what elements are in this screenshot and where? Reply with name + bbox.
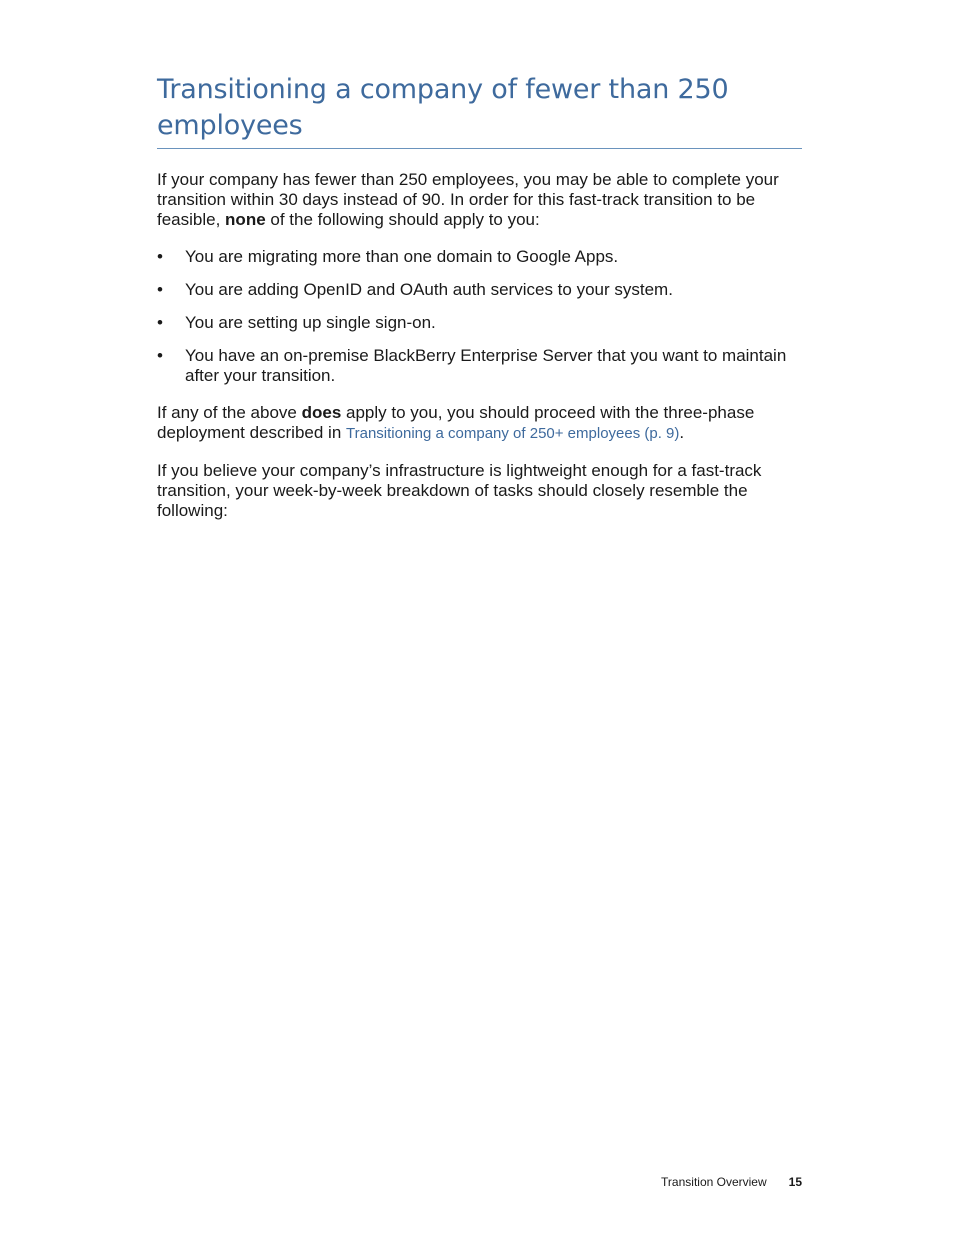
footer-section-title: Transition Overview (661, 1175, 767, 1189)
followup-paragraph (157, 403, 802, 444)
list-item: • You have an on-premise BlackBerry Enterprise Server that you want to maintain after your transition. (157, 346, 802, 386)
list-item: • You are migrating more than one domain to Google Apps. (157, 247, 802, 267)
intro-paragraph (157, 170, 802, 230)
list-item: • You are setting up single sign-on. (157, 313, 802, 333)
conditions-list (157, 247, 802, 399)
intro-emphasis: none (225, 210, 266, 229)
closing-paragraph: If you believe your company’s infrastructure is lightweight enough for a fast-track transition, your week-by-week breakdown of tasks should closely resemble the following: (157, 461, 762, 520)
list-item: • You are adding OpenID and OAuth auth services to your system. (157, 280, 802, 300)
followup-text-before: If any of the above (157, 403, 302, 422)
followup-emphasis: does (301, 403, 342, 422)
intro-text-before: If your company has fewer than 250 employees, you may be able to complete your transition within 30 days instead of 90. In order for this fast-track transition to be feasible, (157, 170, 779, 229)
intro-text-after: of the following should apply to you: (265, 210, 540, 229)
title-divider (157, 148, 802, 149)
page-number: 15 (788, 1175, 802, 1189)
page-footer (661, 1174, 802, 1190)
followup-text-after: . (679, 423, 685, 442)
followup-text-middle: apply to you, you should proceed with the three-phase deployment described in (157, 403, 755, 442)
cross-reference-link[interactable]: Transitioning a company of 250+ employees (p. 9) (346, 425, 680, 442)
page-title: Transitioning a company of fewer than 250 employees (157, 74, 729, 141)
